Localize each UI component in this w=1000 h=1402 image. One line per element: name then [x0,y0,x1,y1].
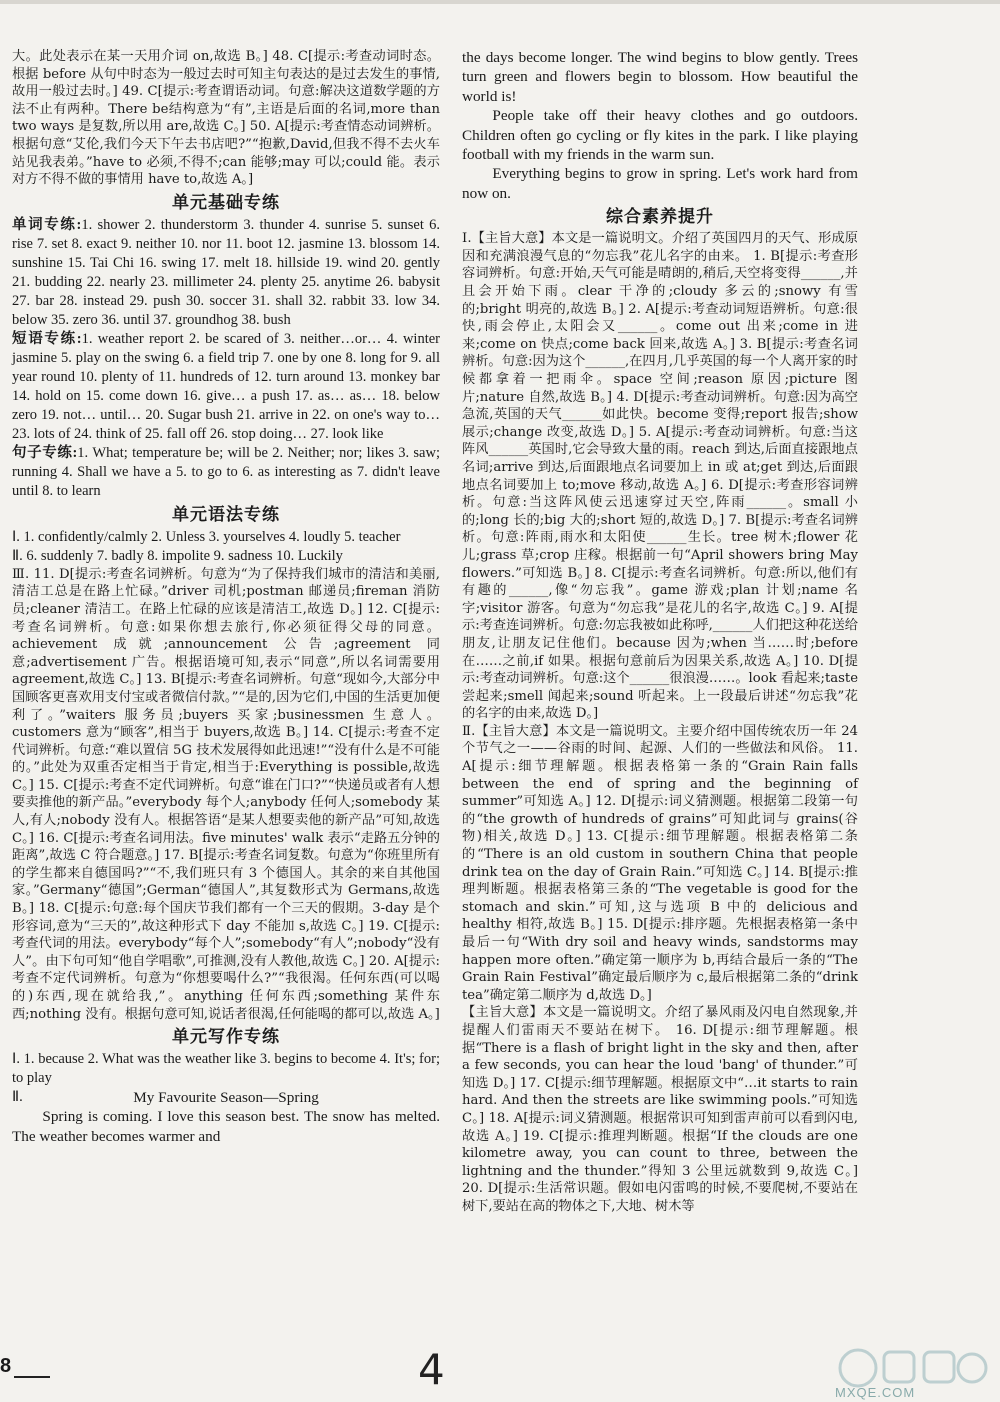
reading-part-2: Ⅱ.【主旨大意】本文是一篇说明文。主要介绍中国传统农历一年 24 个节气之一——谷雨的时间、起源、人们的一些做法和风俗。 11. A[提示:细节理解题。根据表格第一条的“Grain Rain falls between the end of spring and the beginning of summer”可知选 A。] 12. D[提示:词义猜测题。根据第二段第一句的“the growth of hundreds of grains”可知此词与 grains(谷物)相关,故选 D。] 13. C[提示:细节理解题。根据表格第二条的“There is an old custom in southern China that people drink tea on the day of Grain Rain.”可知选 C。] 14. B[提示:推理判断题。根据表格第三条的“The vegetable is good for the stomach and skin.”可知,这与选项 B 中的 delicious and healthy 相符,故选 B。] 15. D[提示:排序题。先根据表格第一条中最后一句“With dry soil and heavy winds, sandstorms may happen more often.”确定第一顺序为 b,再结合最后一条的“The Grain Rain Festival”确定最后顺序为 c,最后根据第二条的“drink tea”确定第二顺序为 d,故选 D。] [462,723,858,1003]
phrase-text: 1. weather report 2. be scared of 3. neither…or… 4. winter jasmine 5. play on the swing 6. a field trip 7. one by one 8. long for 9. all year round 10. plenty of 11. hundreds of 12. turn around 13. monkey bar 14. hold on 15. come down 16. give… a push 17. as… as… 18. below zero 19. not… until… 20. Sugar bush 21. arrive in 22. on one's way to… 23. lots of 24. think of 25. fall off 26. stop doing… 27. look like [12,330,440,442]
watermark-domain: MXQE.COM [835,1385,916,1400]
essay-paragraph-2: People take off their heavy clothes and go outdoors. Children often go cycling or fly kites in the park. I like playing football with my friends in the warm sun. [462,107,858,164]
phrase-label: 短语专练: [12,330,82,347]
essay-paragraph-3: Everything begins to grow in spring. Let's work hard from now on. [462,165,858,202]
left-column [12,48,440,1146]
essay-continued: the days become longer. The wind begins to blow gently. Trees turn green and flowers begin to blossom. How beautiful the world is! [462,49,858,105]
writing-part-1: Ⅰ. 1. because 2. What was the weather like 3. begins to become 4. It's; for; to play [12,1051,440,1087]
section-title-comprehensive: 综合素养提升 [606,207,714,228]
page-number-rule [14,1376,50,1378]
essay-title: My Favourite Season—Spring [133,1089,319,1107]
section-title-basic: 单元基础专练 [172,192,280,213]
section-title-writing: 单元写作专练 [172,1027,280,1048]
vocab-text: 1. shower 2. thunderstorm 3. thunder 4. sunrise 5. sunset 6. rise 7. set 8. exact 9. neither 10. nor 11. boot 12. jasmine 13. blossom 14. sunshine 15. Tai Chi 16. swing 17. melt 18. hillside 19. wind 20. gently 21. budding 22. nearly 23. millimeter 24. plenty 25. anytime 26. babysit 27. bar 28. instead 29. push 30. soccer 31. shall 32. rabbit 33. low 34. below 35. zero 36. until 37. groundhog 38. bush [12,216,440,328]
writing-part-2-label: Ⅱ. [12,1089,23,1106]
sentence-text: 1. What; temperature be; will be 2. Neither; nor; likes 3. saw; running 4. Shall we have a 5. to go to 6. as interesting as 7. didn't leave until 8. to learn [12,444,440,499]
intro-answers: 大。此处表示在某一天用介词 on,故选 B。] 48. C[提示:考查动词时态。根据 before 从句中时态为一般过去时可知主句表达的是过去发生的事情,故用一般过去时。] 49. C[提示:考查谓语动词。句意:解决这道数学题的方法不止有两种。There be结构意为“有”,主语是后面的名词,more than two ways 是复数,所以用 are,故选 C。] 50. A[提示:考查情态动词辨析。根据句意“艾伦,我们今天下午去书店吧?”“抱歉,David,但我不得不去火车站见我表弟。”have to 必须,不得不;can 能够;may 可以;could 能。表示对方不得不做的事情用 have to,故选 A。] [12,49,440,188]
handwritten-mark: 4 [418,1345,445,1394]
sentence-label: 句子专练: [12,444,78,461]
phrase-answers [12,330,440,444]
page-number: 8 [0,1355,12,1377]
right-column [462,48,858,1216]
reading-part-3: 【主旨大意】本文是一篇说明文。介绍了暴风雨及闪电自然现象,并提醒人们雷雨天不要站在树下。 16. D[提示:细节理解题。根据“There is a flash of bright light in the sky and then, after a few seconds, you can hear the loud 'bang' of thunder.”可知选 D。] 17. C[提示:细节理解题。根据原文中“…it starts to rain hard. And then the streets are like swimming pools.”可知选 C。] 18. A[提示:词义猜测题。根据常识可知到雷声前可以看到闪电,故选 A。] 19. C[提示:推理判断题。根据“If the clouds are one kilometre away, you can count to three, between the lightning and the thunder.”得知 3 公里远就数到 9,故选 C。] 20. D[提示:生活常识题。假如电闪雷鸣的时候,不要爬树,不要站在树下,要站在高的物体之下,大地、树木等 [462,1005,858,1214]
grammar-part-2: Ⅱ. 6. suddenly 7. badly 8. impolite 9. sadness 10. Luckily [12,547,343,564]
section-title-grammar: 单元语法专练 [172,504,280,525]
reading-part-1: Ⅰ.【主旨大意】本文是一篇说明文。介绍了英国四月的天气、形成原因和充满浪漫气息的“勿忘我”花儿名字的由来。 1. B[提示:考查形容词辨析。句意:开始,天气可能是晴朗的,稍后,天空将变得______,并且会开始下雨。clear 干净的;cloudy 多云的;snowy 有雪的;bright 明亮的,故选 B。] 2. A[提示:考查动词短语辨析。句意:很快,雨会停止,太阳会又______。come out 出来;come in 进来;come on 快点;come back 回来,故选 A。] 3. B[提示:考查名词辨析。句意:因为这个______,在四月,几乎英国的每一个人离开家的时候都拿着一把雨伞。space 空间;reason 原因;picture 图片;nature 自然,故选 B。] 4. D[提示:考查动词辨析。句意:因为高空急流,英国的天气______如此快。become 变得;report 报告;show 展示;change 改变,故选 D。] 5. A[提示:考查动词辨析。句意:当这阵风______英国时,它会导致大量的雨。reach 到达,后面直接跟地点名词;arrive 到达,后面跟地点名词要加上 in 或 at;get 到达,后面跟地点名词要加上 to;move 移动,故选 A。] 6. D[提示:考查形容词辨析。句意:当这阵风使云迅速穿过天空,阵雨______。small 小的;long 长的;big 大的;short 短的,故选 D。] 7. B[提示:考查名词辨析。句意:阵雨,雨水和太阳使______生长。tree 树木;flower 花儿;grass 草;crop 庄稼。根据前一句“April showers bring May flowers.”可知选 B。] 8. C[提示:考查名词辨析。句意:所以,他们有有趣的______,像“勿忘我”。game 游戏;plan 计划;name 名字;visitor 游客。句意为“勿忘我”是花儿的名字,故选 C。] 9. A[提示:考查连词辨析。句意:勿忘我被如此称呼,______人们把这种花送给朋友,让朋友记住他们。because 因为;when 当……时;before 在……之前,if 如果。根据句意前后为因果关系,故选 A。] 10. D[提示:考查动词辨析。句意:这个______很浪漫……。look 看起来;taste 尝起来;smell 闻起来;sound 听起来。上一段最后讲述“勿忘我”花的名字的由来,故选 D。] [462,231,858,722]
writing-part-2 [12,1088,440,1107]
grammar-part-1: Ⅰ. 1. confidently/calmly 2. Unless 3. yourselves 4. loudly 5. teacher [12,528,401,545]
essay-paragraph-1: Spring is coming. I love this season best. The snow has melted. The weather becomes warmer and [12,1108,440,1145]
scan-edge [0,0,1000,4]
vocab-label: 单词专练: [12,216,82,233]
sentence-answers [12,444,440,501]
grammar-part-3: Ⅲ. 11. D[提示:考查名词辨析。句意为“为了保持我们城市的清洁和美丽,清洁工总是在路上忙碌。”driver 司机;postman 邮递员;fireman 消防员;cleaner 清洁工。在路上忙碌的应该是清洁工,故选 D。] 12. C[提示:考查名词辨析。句意:如果你想去旅行,你必须征得父母的同意。achievement 成就;announcement 公告;agreement 同意;advertisement 广告。根据语境可知,表示“同意”,所以名词需要用 agreement,故选 C。] 13. B[提示:考查名词辨析。句意“现如今,大部分中国顾客更喜欢用支付宝或者微信付款。”“是的,因为它们,中国的生活更加便利了。”waiters 服务员;buyers 买家;businessmen 生意人。customers 意为“顾客”,相当于 buyers,故选 B。] 14. C[提示:考查不定代词辨析。句意:“难以置信 5G 技术发展得如此迅速!”“没有什么是不可能的。”此处为双重否定相当于肯定,相当于:Everything is possible,故选 C。] 15. C[提示:考查不定代词辨析。句意“谁在门口?”“快递员或者有人想要卖推他的新产品。”everybody 每个人;anybody 任何人;somebody 某人,有人;nobody 没有人。根据答语“是某人想要卖他的新产品”可知,故选 C。] 16. C[提示:考查名词用法。five minutes' walk 表示“走路五分钟的距离”,故选 C 符合题意。] 17. B[提示:考查名词复数。句意为“你班里所有的学生都来自德国吗?”“不,我们班只有 3 个德国人。其余的来自其他国家。”Germany“德国”;German“德国人”,其复数形式为 Germans,故选 B。] 18. C[提示:句意:每个国庆节我们都有一个三天的假期。3-day 是个形容词,意为“三天的”,故这种形式下 day 不能加 s,故选 C。] 19. C[提示:考查代词的用法。everybody“每个人”;somebody“有人”;nobody“没有人”。由下句可知“他自学唱歌”,可推测,没有人教他,故选 C。] 20. A[提示:考查不定代词辨析。句意为“你想要喝什么?”“我很渴。任何东西(可以喝的)东西,现在就给我,”。anything 任何东西;something 某件东西;nothing 没有。根据句意可知,说话者很渴,任何能喝的都可以,故选 A。] [12,566,440,1022]
vocab-answers [12,216,440,330]
